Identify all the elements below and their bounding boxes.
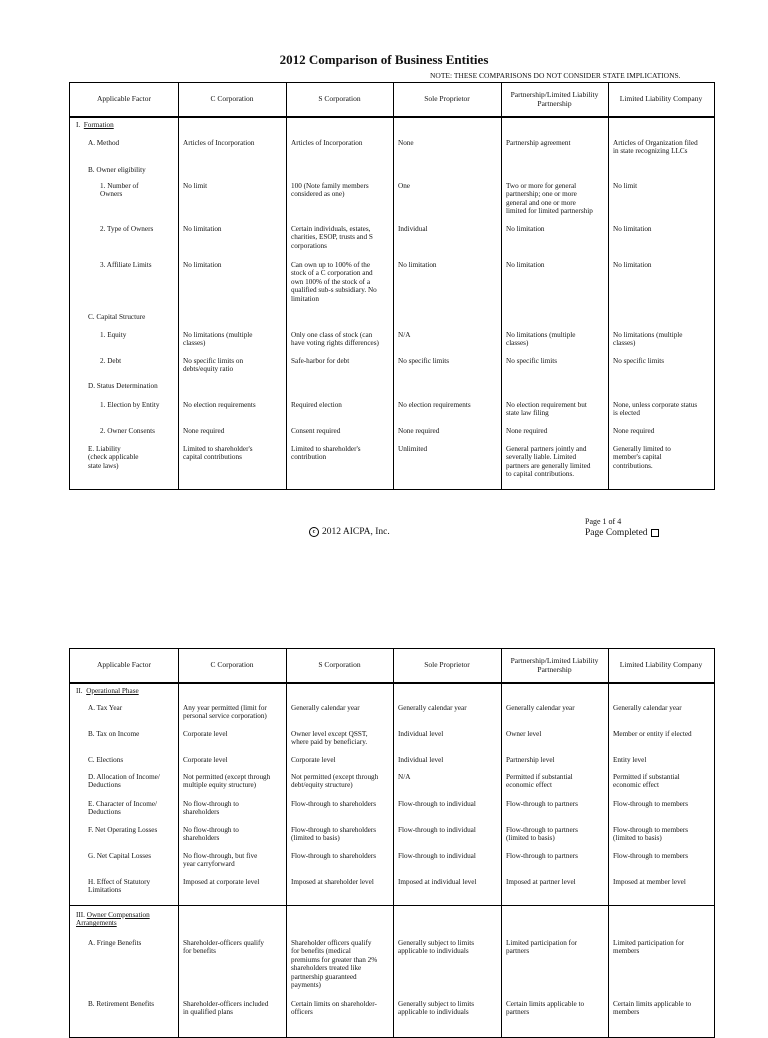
factor-label: A. Tax Year	[88, 704, 123, 712]
cell-sp: No limitation	[398, 261, 437, 269]
cell-s: Flow-through to shareholders	[291, 852, 377, 860]
factor-label: B. Retirement Benefits	[88, 1000, 155, 1008]
cell-s: Certain individuals, estates, charities, ESOP, trusts and S corporations	[291, 225, 373, 250]
factor-label: B. Owner eligibility	[88, 166, 146, 174]
cell-c: Corporate level	[183, 730, 228, 738]
cell-p: Limited participation for partners	[506, 939, 578, 956]
cell-s: Safe-harbor for debt	[291, 357, 350, 365]
cell-s: Corporate level	[291, 756, 336, 764]
cell-s: Limited to shareholder's contribution	[291, 445, 361, 462]
cell-s: Generally calendar year	[291, 704, 360, 712]
cell-llc: Generally calendar year	[613, 704, 682, 712]
cell-s: Only one class of stock (can have voting rights differences)	[291, 331, 379, 348]
cell-s: 100 (Note family members considered as one)	[291, 182, 369, 199]
cell-llc: Flow-through to members	[613, 852, 689, 860]
cell-llc: No limit	[613, 182, 638, 190]
factor-label: H. Effect of Statutory Limitations	[88, 878, 151, 895]
cell-s: Imposed at shareholder level	[291, 878, 374, 886]
cell-llc: Flow-through to members (limited to basis)	[613, 826, 689, 843]
factor-label: 2. Type of Owners	[100, 225, 154, 233]
cell-p: Flow-through to partners (limited to basis)	[506, 826, 578, 843]
state-note: NOTE: THESE COMPARISONS DO NOT CONSIDER STATE IMPLICATIONS.	[430, 71, 681, 80]
cell-c: Corporate level	[183, 756, 228, 764]
cell-c: Shareholder-officers qualify for benefits	[183, 939, 264, 956]
cell-sp: Flow-through to individual	[398, 800, 476, 808]
cell-c: Not permitted (except through multiple equity structure)	[183, 773, 271, 790]
page-title: 2012 Comparison of Business Entities	[279, 52, 489, 67]
cell-sp: No specific limits	[398, 357, 450, 365]
cell-c: None required	[183, 427, 225, 435]
header-sole-proprietor: Sole Proprietor	[424, 94, 470, 104]
cell-sp: No election requirements	[398, 401, 471, 409]
header-c-corporation: C Corporation	[210, 660, 254, 670]
cell-llc: Entity level	[613, 756, 647, 764]
section-divider	[70, 905, 714, 906]
factor-label: 1. Election by Entity	[100, 401, 160, 409]
cell-p: Partnership level	[506, 756, 555, 764]
factor-label: 1. Equity	[100, 331, 127, 339]
cell-llc: Imposed at member level	[613, 878, 686, 886]
factor-label: 2. Debt	[100, 357, 122, 365]
factor-label: 1. Number of Owners	[100, 182, 139, 199]
comparison-table-page1	[69, 82, 715, 490]
cell-p: Partnership agreement	[506, 139, 571, 147]
cell-sp: One	[398, 182, 410, 190]
factor-label: C. Elections	[88, 756, 124, 764]
cell-s: Required election	[291, 401, 342, 409]
cell-s: Not permitted (except through debt/equity structure)	[291, 773, 379, 790]
header-sole-proprietor: Sole Proprietor	[424, 660, 470, 670]
cell-sp: N/A	[398, 331, 411, 339]
cell-c: No flow-through to shareholders	[183, 800, 239, 817]
factor-label: 2. Owner Consents	[100, 427, 155, 435]
cell-c: Imposed at corporate level	[183, 878, 260, 886]
cell-p: Permitted if substantial economic effect	[506, 773, 573, 790]
factor-label: G. Net Capital Losses	[88, 852, 152, 860]
cell-sp: Flow-through to individual	[398, 852, 476, 860]
cell-c: No limit	[183, 182, 208, 190]
cell-llc: None, unless corporate status is elected	[613, 401, 698, 418]
factor-label: 3. Affiliate Limits	[100, 261, 152, 269]
cell-sp: Generally calendar year	[398, 704, 467, 712]
cell-s: Flow-through to shareholders	[291, 800, 377, 808]
cell-sp: None required	[398, 427, 440, 435]
cell-sp: Flow-through to individual	[398, 826, 476, 834]
cell-p: No specific limits	[506, 357, 558, 365]
page-completed-checkbox[interactable]	[651, 529, 659, 537]
cell-llc: Limited participation for members	[613, 939, 685, 956]
factor-label: D. Status Determination	[88, 382, 158, 390]
cell-p: Generally calendar year	[506, 704, 575, 712]
cell-p: None required	[506, 427, 548, 435]
cell-llc: No limitation	[613, 225, 652, 233]
page-completed: Page Completed	[585, 528, 659, 538]
cell-p: No limitation	[506, 261, 545, 269]
cell-p: No limitations (multiple classes)	[506, 331, 576, 348]
cell-p: Two or more for general partnership; one or more general and one or more limited for limited partnership	[506, 182, 593, 216]
cell-c: Any year permitted (limit for personal service corporation)	[183, 704, 267, 721]
cell-c: Articles of Incorporation	[183, 139, 255, 147]
factor-label: E. Character of Income/ Deductions	[88, 800, 158, 817]
cell-s: Can own up to 100% of the stock of a C corporation and own 100% of the stock of a qualified sub-s subsidiary. No limitation	[291, 261, 377, 303]
cell-p: Certain limits applicable to partners	[506, 1000, 585, 1017]
cell-llc: None required	[613, 427, 655, 435]
header-partnership: Partnership/Limited Liability Partnership	[510, 89, 599, 108]
cell-llc: Member or entity if elected	[613, 730, 692, 738]
factor-label: E. Liability (check applicable state laws)	[88, 445, 139, 470]
header-llc: Limited Liability Company	[619, 94, 703, 104]
table-header	[70, 649, 714, 684]
factor-label: A. Method	[88, 139, 120, 147]
cell-llc: Certain limits applicable to members	[613, 1000, 692, 1017]
cell-s: Owner level except QSST, where paid by beneficiary.	[291, 730, 368, 747]
cell-sp: Individual level	[398, 756, 444, 764]
cell-s: Flow-through to shareholders (limited to basis)	[291, 826, 377, 843]
table-header	[70, 83, 714, 118]
cell-c: No flow-through to shareholders	[183, 826, 239, 843]
cell-sp: Individual	[398, 225, 428, 233]
cell-s: Shareholder officers qualify for benefits (medical premiums for greater than 2% shareholders treated like partnership guaranteed payments)	[291, 939, 378, 990]
header-partnership: Partnership/Limited Liability Partnership	[510, 655, 599, 674]
cell-p: General partners jointly and severally liable. Limited partners are generally limited to capital contributions.	[506, 445, 591, 479]
section-owner-compensation: III. Owner Compensation Arrangements	[76, 911, 150, 928]
cell-llc: No limitations (multiple classes)	[613, 331, 683, 348]
comparison-table-page2	[69, 648, 715, 1038]
section-formation: I. Formation	[76, 121, 114, 129]
cell-c: No limitations (multiple classes)	[183, 331, 253, 348]
cell-c: No election requirements	[183, 401, 256, 409]
cell-sp: Individual level	[398, 730, 444, 738]
cell-c: No limitation	[183, 261, 222, 269]
cell-p: Imposed at partner level	[506, 878, 576, 886]
page-number: Page 1 of 4	[585, 517, 622, 526]
cell-sp: Generally subject to limits applicable to individuals	[398, 1000, 475, 1017]
cell-llc: No limitation	[613, 261, 652, 269]
cell-p: No election requirement but state law filing	[506, 401, 587, 418]
header-applicable-factor: Applicable Factor	[97, 660, 151, 670]
cell-p: Flow-through to partners	[506, 800, 578, 808]
header-s-corporation: S Corporation	[318, 94, 361, 104]
cell-p: Flow-through to partners	[506, 852, 578, 860]
cell-p: No limitation	[506, 225, 545, 233]
cell-s: Articles of Incorporation	[291, 139, 363, 147]
cell-c: Limited to shareholder's capital contributions	[183, 445, 253, 462]
cell-s: Certain limits on shareholder- officers	[291, 1000, 377, 1017]
cell-p: Owner level	[506, 730, 542, 738]
cell-sp: Unlimited	[398, 445, 428, 453]
header-applicable-factor: Applicable Factor	[97, 94, 151, 104]
factor-label: D. Allocation of Income/ Deductions	[88, 773, 160, 790]
cell-s: Consent required	[291, 427, 341, 435]
copyright-icon: c	[309, 527, 319, 537]
copyright: c 2012 AICPA, Inc.	[309, 527, 390, 537]
cell-sp: Generally subject to limits applicable to individuals	[398, 939, 475, 956]
factor-label: B. Tax on Income	[88, 730, 140, 738]
cell-sp: N/A	[398, 773, 411, 781]
cell-c: No limitation	[183, 225, 222, 233]
cell-llc: Flow-through to members	[613, 800, 689, 808]
header-c-corporation: C Corporation	[210, 94, 254, 104]
cell-sp: None	[398, 139, 414, 147]
cell-c: No specific limits on debts/equity ratio	[183, 357, 244, 374]
section-operational-phase: II. Operational Phase	[76, 687, 139, 695]
header-llc: Limited Liability Company	[619, 660, 703, 670]
factor-label: F. Net Operating Losses	[88, 826, 158, 834]
cell-sp: Imposed at individual level	[398, 878, 477, 886]
cell-llc: Permitted if substantial economic effect	[613, 773, 680, 790]
factor-label: A. Fringe Benefits	[88, 939, 142, 947]
cell-llc: Generally limited to member's capital contributions.	[613, 445, 671, 470]
cell-c: Shareholder-officers included in qualified plans	[183, 1000, 269, 1017]
cell-c: No flow-through, but five year carryforward	[183, 852, 258, 869]
cell-llc: Articles of Organization filed in state recognizing LLCs	[613, 139, 698, 156]
header-s-corporation: S Corporation	[318, 660, 361, 670]
cell-llc: No specific limits	[613, 357, 665, 365]
factor-label: C. Capital Structure	[88, 313, 146, 321]
